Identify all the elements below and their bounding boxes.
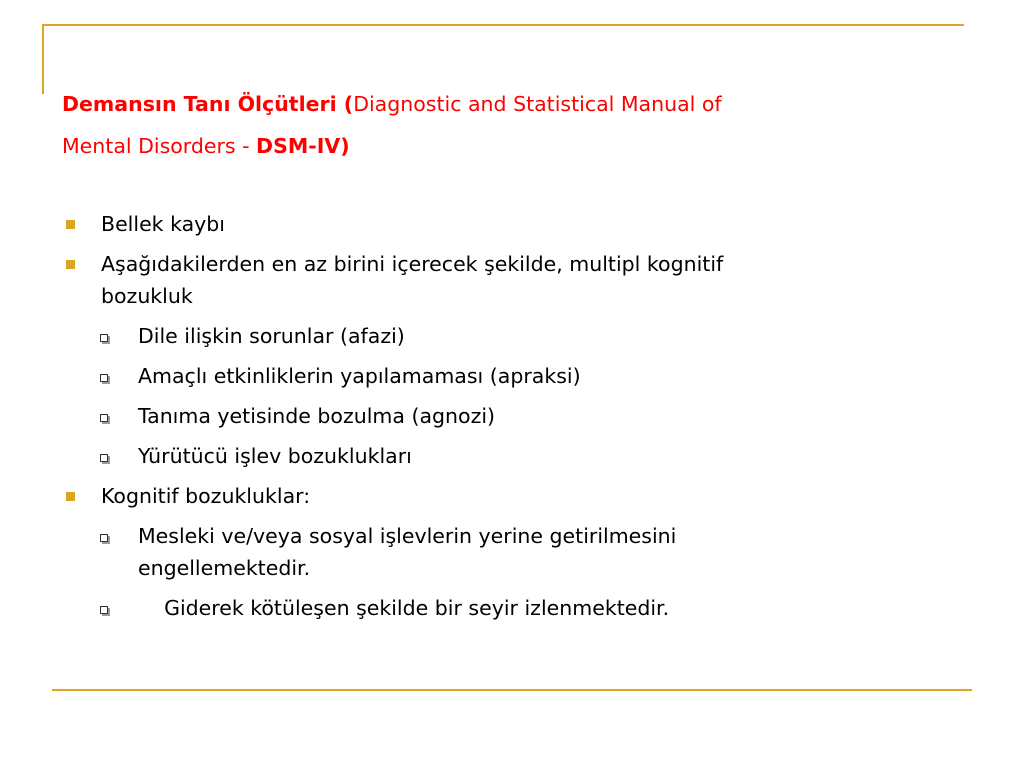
list-item-line: Yürütücü işlev bozuklukları <box>138 444 412 468</box>
sub-list-item <box>138 320 980 352</box>
hollow-square-bullet-icon <box>100 454 108 462</box>
sub-list-item <box>138 400 980 432</box>
list-item-line: Mesleki ve/veya sosyal işlevlerin yerine getirilmesini <box>138 524 677 548</box>
list-item-line: Kognitif bozukluklar: <box>101 484 311 508</box>
list-item-line: Giderek kötüleşen şekilde bir seyir izlenmektedir. <box>138 596 670 620</box>
list-item <box>101 248 980 312</box>
hollow-square-bullet-icon <box>100 334 108 342</box>
title-manual: Diagnostic and Statistical Manual of <box>353 92 722 116</box>
hollow-square-bullet-icon <box>100 534 108 542</box>
list-item <box>101 480 980 512</box>
hollow-square-bullet-icon <box>100 606 108 614</box>
hollow-square-bullet-icon <box>100 374 108 382</box>
title-main: Demansın Tanı Ölçütleri ( <box>62 92 354 116</box>
list-item-line: Amaçlı etkinliklerin yapılamaması (apraksi) <box>138 364 581 388</box>
list-item-line: Bellek kaybı <box>101 212 225 236</box>
filled-square-bullet-icon <box>66 492 75 501</box>
title-disorders: Mental Disorders - <box>62 134 257 158</box>
title-line-1 <box>62 83 942 125</box>
hollow-square-bullet-icon <box>100 414 108 422</box>
slide-title <box>62 83 942 167</box>
sub-list-item <box>138 520 980 584</box>
list-item-line: bozukluk <box>101 284 193 308</box>
list-item-line: Tanıma yetisinde bozulma (agnozi) <box>138 404 496 428</box>
left-rule <box>42 24 44 94</box>
top-rule <box>42 24 964 26</box>
filled-square-bullet-icon <box>66 260 75 269</box>
sub-list-item <box>138 360 980 392</box>
title-dsm: DSM-IV) <box>256 134 350 158</box>
filled-square-bullet-icon <box>66 220 75 229</box>
sub-list-item <box>138 592 980 624</box>
list-item-line: engellemektedir. <box>138 556 311 580</box>
sub-list-item <box>138 440 980 472</box>
bottom-rule <box>52 689 972 691</box>
list-item-line: Aşağıdakilerden en az birini içerecek şekilde, multipl kognitif <box>101 252 724 276</box>
title-line-2 <box>62 125 942 167</box>
list-item <box>101 208 980 240</box>
list-item-line: Dile ilişkin sorunlar (afazi) <box>138 324 405 348</box>
